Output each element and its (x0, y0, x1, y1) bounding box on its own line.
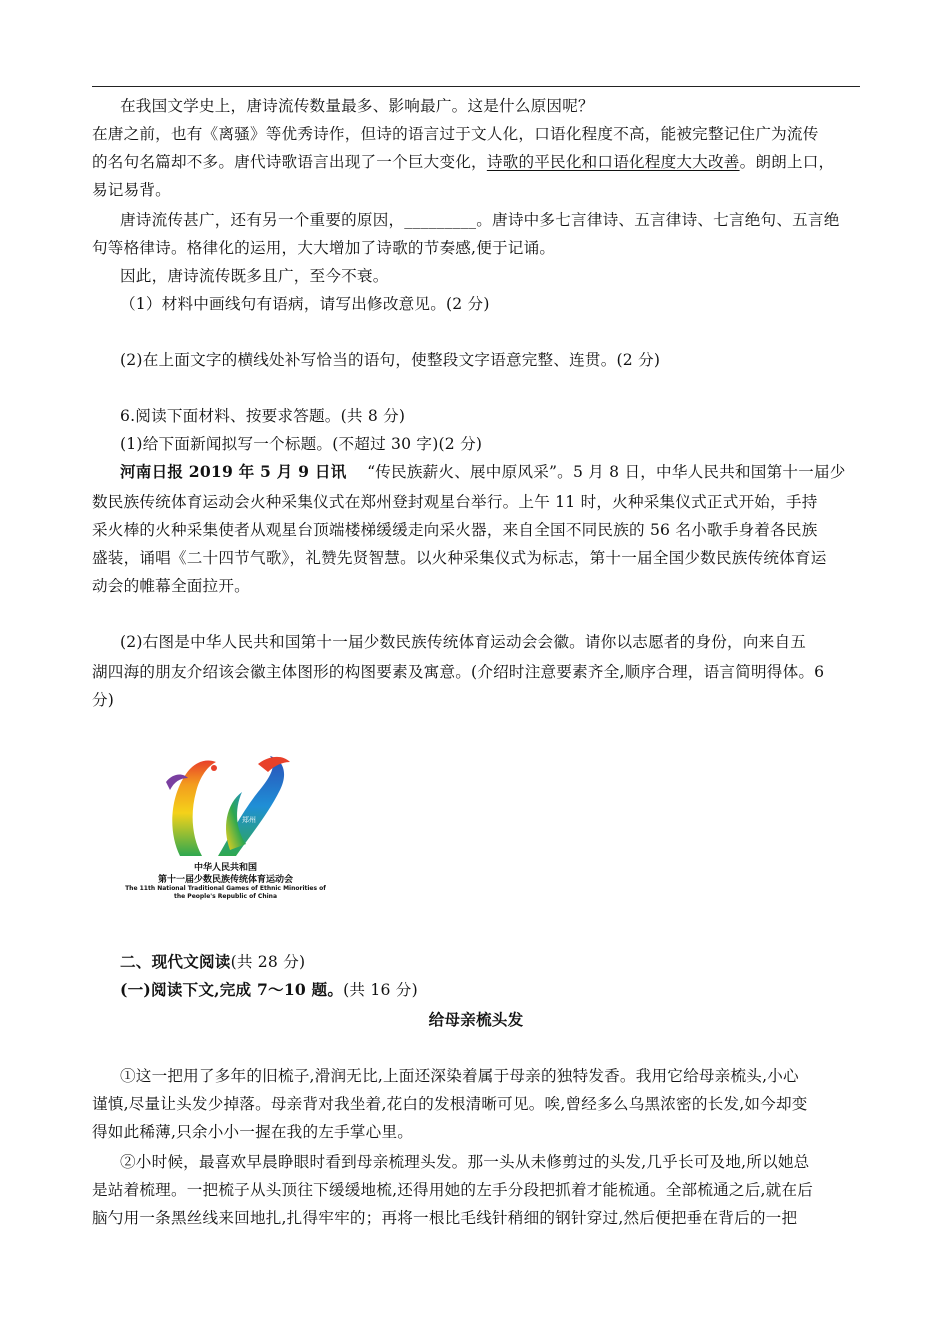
intro-line-2: 在唐之前，也有《离骚》等优秀诗作，但诗的语言过于文人化，口语化程度不高，能被完整记住广为流传 (92, 125, 819, 143)
emblem-cn-line-1: 中华人民共和国 (193, 863, 257, 873)
paragraph-2-line-2: 是站着梳理。一把梳子从头顶往下缓缓地梳,还得用她的左手分段把抓着才能梳通。全部梳通之后,就在后 (92, 1181, 814, 1199)
news-line-3: 采火棒的火种采集使者从观星台顶端楼梯缓缓走向采火器，来自全国不同民族的 56 名小歌手身着各民族 (92, 521, 818, 539)
question-6-2-line-1: (2)右图是中华人民共和国第十一届少数民族传统体育运动会会徽。请你以志愿者的身份，向来自五 (120, 633, 807, 651)
emblem-city: 郑州 (242, 816, 256, 824)
emblem-cn-line-2: 第十一届少数民族传统体育运动会 (157, 875, 293, 885)
paragraph-2-line-3: 脑勺用一条黑丝线来回地扎,扎得牢牢的；再将一根比毛线针稍细的钢针穿过,然后便把垂在背后的一把 (92, 1209, 798, 1227)
emblem-en-line-1: The 11th National Traditional Games of Ethnic Minorities of (125, 885, 326, 892)
news-line-5: 动会的帷幕全面拉开。 (92, 577, 250, 595)
article-title: 给母亲梳头发 (428, 1010, 524, 1029)
emblem-year: 2019 (195, 799, 215, 816)
intro-line-7: 因此，唐诗流传既多且广，至今不衰。 (120, 267, 389, 285)
intro-line-6: 句等格律诗。格律化的运用，大大增加了诗歌的节奏感,便于记诵。 (92, 239, 556, 257)
section-2-heading-score: (共 28 分) (230, 953, 306, 971)
news-source: 河南日报 2019 年 5 月 9 日讯 (120, 462, 347, 481)
games-emblem (118, 752, 333, 902)
paragraph-1-line-1: ①这一把用了多年的旧梳子,滑润无比,上面还深染着属于母亲的独特发香。我用它给母亲梳头,小心 (120, 1067, 799, 1085)
section-2-heading-bold: 二、现代文阅读 (120, 952, 231, 971)
emblem-graphic (118, 752, 333, 860)
question-6-2-line-2: 湖四海的朋友介绍该会徽主体图形的构图要素及寓意。(介绍时注意要素齐全,顺序合理，语言简明得体。6 (92, 663, 825, 681)
news-line-4: 盛装，诵唱《二十四节气歌》，礼赞先贤智慧。以火种采集仪式为标志，第十一届全国少数民族传统体育运 (92, 549, 827, 567)
question-6-title: 6.阅读下面材料、按要求答题。(共 8 分) (120, 407, 406, 425)
intro-line-3b: 。朗朗上口， (739, 153, 835, 171)
paragraph-1-line-3: 得如此稀薄,只余小小一握在我的左手掌心里。 (92, 1123, 414, 1141)
emblem-en-line-2: the People's Republic of China (174, 893, 277, 900)
intro-line-4: 易记易背。 (92, 181, 171, 199)
section-2-sub-bold: (一)阅读下文,完成 7～10 题。 (120, 980, 344, 999)
section-2-heading (120, 952, 890, 972)
intro-line-1: 在我国文学史上，唐诗流传数量最多、影响最广。这是什么原因呢？ (120, 97, 594, 115)
question-5-2: (2)在上面文字的横线处补写恰当的语句，使整段文字语意完整、连贯。(2 分) (120, 351, 661, 369)
question-5-1: （1）材料中画线句有语病，请写出修改意见。(2 分) (120, 295, 490, 313)
news-line-1 (120, 462, 890, 482)
intro-line-3a: 的名句名篇却不多。唐代诗歌语言出现了一个巨大变化， (92, 153, 487, 171)
intro-line-5: 唐诗流传甚广，还有另一个重要的原因，_________。唐诗中多七言律诗、五言律诗、七言绝句、五言绝 (120, 211, 840, 229)
question-6-2-line-3: 分) (92, 691, 115, 709)
header-rule (92, 86, 860, 87)
news-line-2: 数民族传统体育运动会火种采集仪式在郑州登封观星台举行。上午 11 时，火种采集仪式正式开始，手持 (92, 493, 818, 511)
question-6-1: (1)给下面新闻拟写一个标题。(不超过 30 字)(2 分) (120, 435, 483, 453)
section-2-subheading (120, 980, 890, 1000)
news-text-1: “传民族薪火、展中原风采”。5 月 8 日，中华人民共和国第十一届少 (367, 463, 846, 481)
underlined-sentence: 诗歌的平民化和口语化程度大大改善 (486, 153, 740, 171)
section-2-sub-score: (共 16 分) (343, 981, 418, 999)
intro-line-3 (92, 152, 862, 172)
paragraph-1-line-2: 谨慎,尽量让头发少掉落。母亲背对我坐着,花白的发根清晰可见。唉,曾经多么乌黑浓密的长发,如今却变 (92, 1095, 808, 1113)
paragraph-2-line-1: ②小时候，最喜欢早晨睁眼时看到母亲梳理头发。那一头从未修剪过的头发,几乎长可及地,所以她总 (120, 1153, 810, 1171)
